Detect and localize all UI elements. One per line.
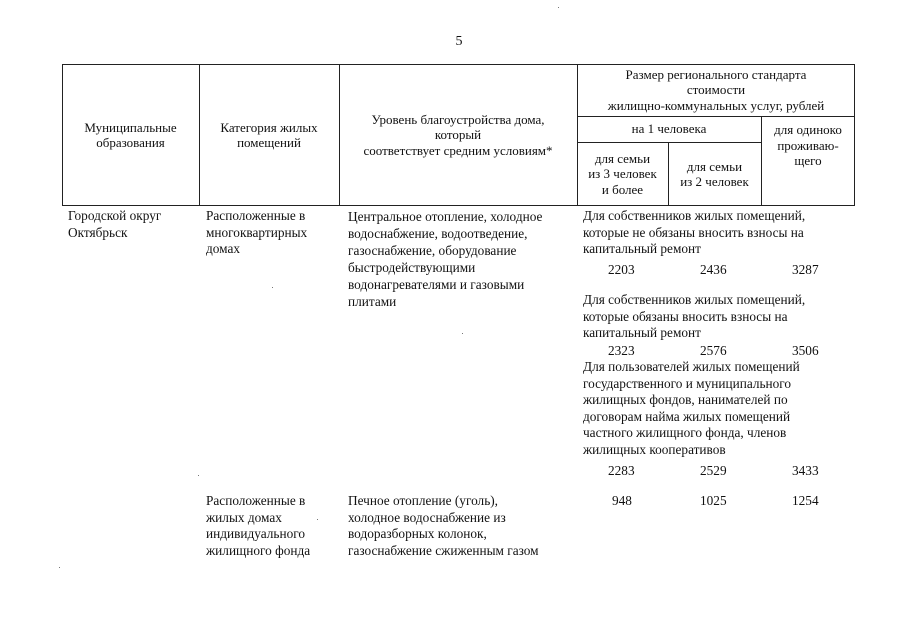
header-family-2: для семьи из 2 человек [680,158,749,189]
group1-label: Для собственников жилых помещений, которые не обязаны вносить взносы на капитальный ремонт [583,208,806,256]
header-category: Категория жилых помещений [220,119,318,150]
scan-speck [558,7,559,8]
row1-comfort: Центральное отопление, холодное водоснабжение, водоотведение, газоснабжение, оборудование быстродействующими водонагревателями и газовыми плитами [348,209,543,309]
row2-value-single: 1254 [792,493,819,508]
group3-value-family3: 2283 [608,463,635,478]
header-comfort-level: Уровень благоустройства дома, который соответствует средним условиям* [363,111,553,158]
scan-speck [59,567,60,568]
header-standard-size: Размер регионального стандарта стоимости жилищно-коммунальных услуг, рублей [607,66,825,113]
group3-label: Для пользователей жилых помещений государственного и муниципального жилищных фондов, нанимателей по договорам найма жилых помещений частного жилищного фонда, членов жилищных кооперативов [583,359,800,457]
page-number: 5 [455,34,463,49]
group1-value-single: 3287 [792,262,819,277]
row2-value-family3: 948 [612,493,632,508]
header-single: для одиноко проживаю- щего [774,122,842,168]
scan-speck [198,475,199,476]
scan-speck [272,287,273,288]
group2-value-single: 3506 [792,343,819,358]
row2-value-family2: 1025 [700,493,727,508]
row2-comfort: Печное отопление (уголь), холодное водоснабжение из водоразборных колонок, газоснабжение сжиженным газом [348,493,539,558]
scan-speck [462,333,463,334]
header-family-3: для семьи из 3 человек и более [588,150,657,197]
group1-value-family2: 2436 [700,262,727,277]
municipality-name: Городской округ Октябрьск [68,208,162,240]
header-municipality: Муниципальные образования [84,119,177,150]
row2-category: Расположенные в жилых домах индивидуального жилищного фонда [206,493,311,558]
group2-label: Для собственников жилых помещений, которые обязаны вносить взносы на капитальный ремонт [583,292,806,340]
group3-value-family2: 2529 [700,463,727,478]
group1-value-family3: 2203 [608,262,635,277]
row1-category: Расположенные в многоквартирных домах [206,208,308,256]
group2-value-family2: 2576 [700,343,727,358]
group3-value-single: 3433 [792,463,819,478]
group2-value-family3: 2323 [608,343,635,358]
scan-speck [317,519,318,520]
header-per-person: на 1 человека [631,121,707,137]
